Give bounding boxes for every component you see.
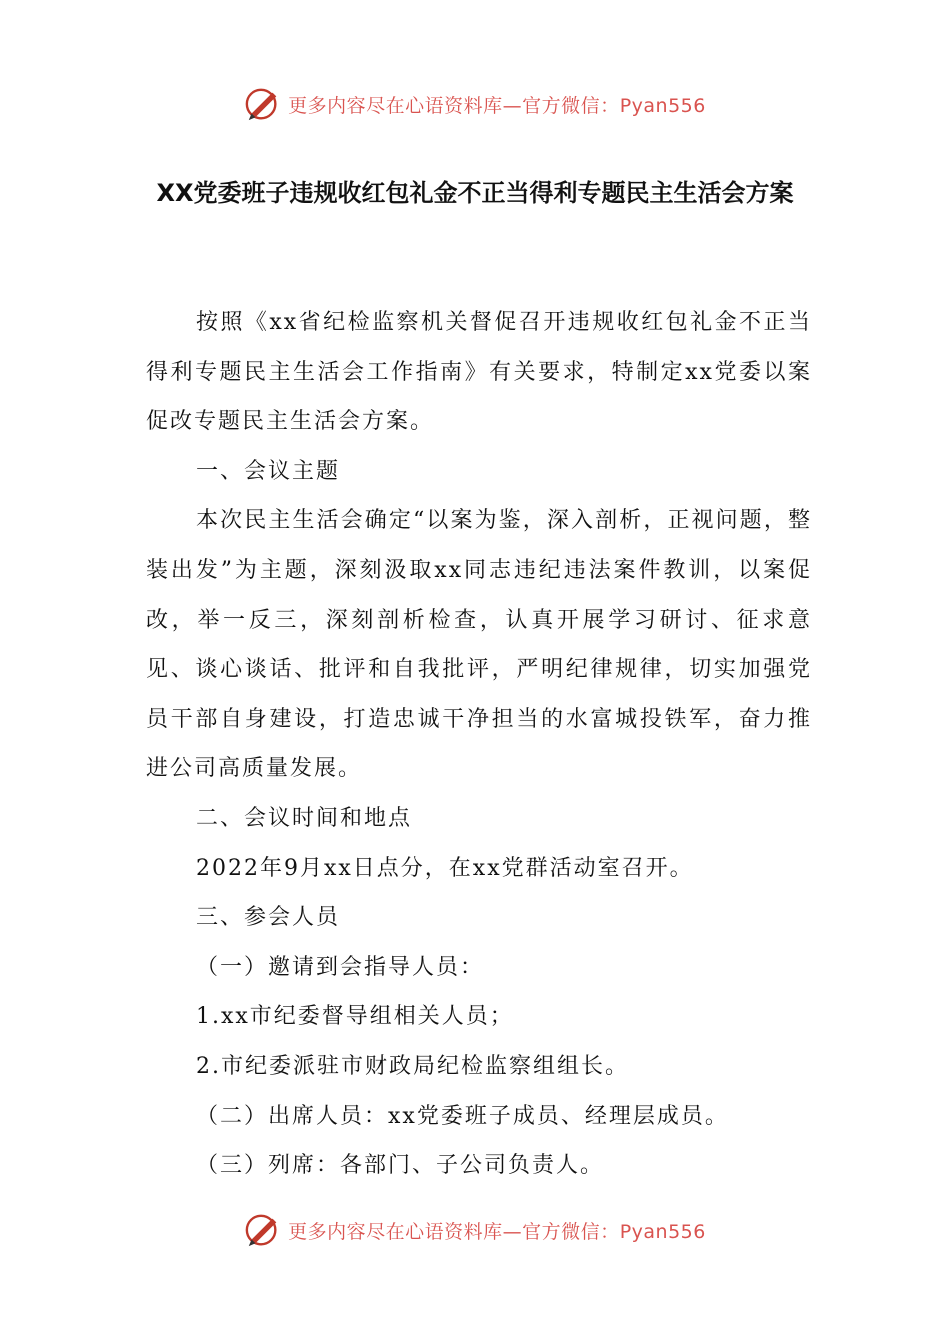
watermark-text: 更多内容尽在心语资料库—官方微信：Pyan556 [288,1220,706,1243]
subsection-3: （三）列席：各部门、子公司负责人。 [196,1153,605,1179]
list-item: 2.市纪委派驻市财政局纪检监察组组长。 [196,1053,629,1079]
intro-paragraph: 按照《xx省纪检监察机关督促召开违规收红包礼金不正当得利专题民主生活会工作指南》有关要求，特制定xx党委以案促改专题民主生活会方案。 [146,310,812,435]
section-heading-2: 二、会议时间和地点 [196,805,413,831]
subsection-2: （二）出席人员：xx党委班子成员、经理层成员。 [196,1103,729,1129]
section-1-paragraph: 本次民主生活会确定“以案为鉴，深入剖析，正视问题，整装出发”为主题，深刻汲取xx同志违纪违法案件教训，以案促改，举一反三，深刻剖析检查，认真开展学习研讨、征求意见、谈心谈话、批评和自我批评，严明纪律规律，切实加强党员干部自身建设，打造忠诚干净担当的水富城投铁军，奋力推进公司高质量发展。 [146,508,812,782]
list-item: 1.xx市纪委督导组相关人员； [196,1004,514,1030]
watermark-text: 更多内容尽在心语资料库—官方微信：Pyan556 [288,94,706,117]
watermark-banner-bottom [0,1210,950,1250]
pen-logo-icon [244,1211,282,1249]
watermark-banner-top [0,84,950,124]
section-2-paragraph: 2022年9月xx日点分，在xx党群活动室召开。 [196,855,694,881]
pen-logo-icon [244,85,282,123]
document-title: XX党委班子违规收红包礼金不正当得利专题民主生活会方案 [156,179,794,207]
section-heading-1: 一、会议主题 [196,458,341,484]
section-heading-3: 三、参会人员 [196,905,341,931]
document-body [146,298,812,1191]
subsection-1: （一）邀请到会指导人员： [196,954,485,980]
